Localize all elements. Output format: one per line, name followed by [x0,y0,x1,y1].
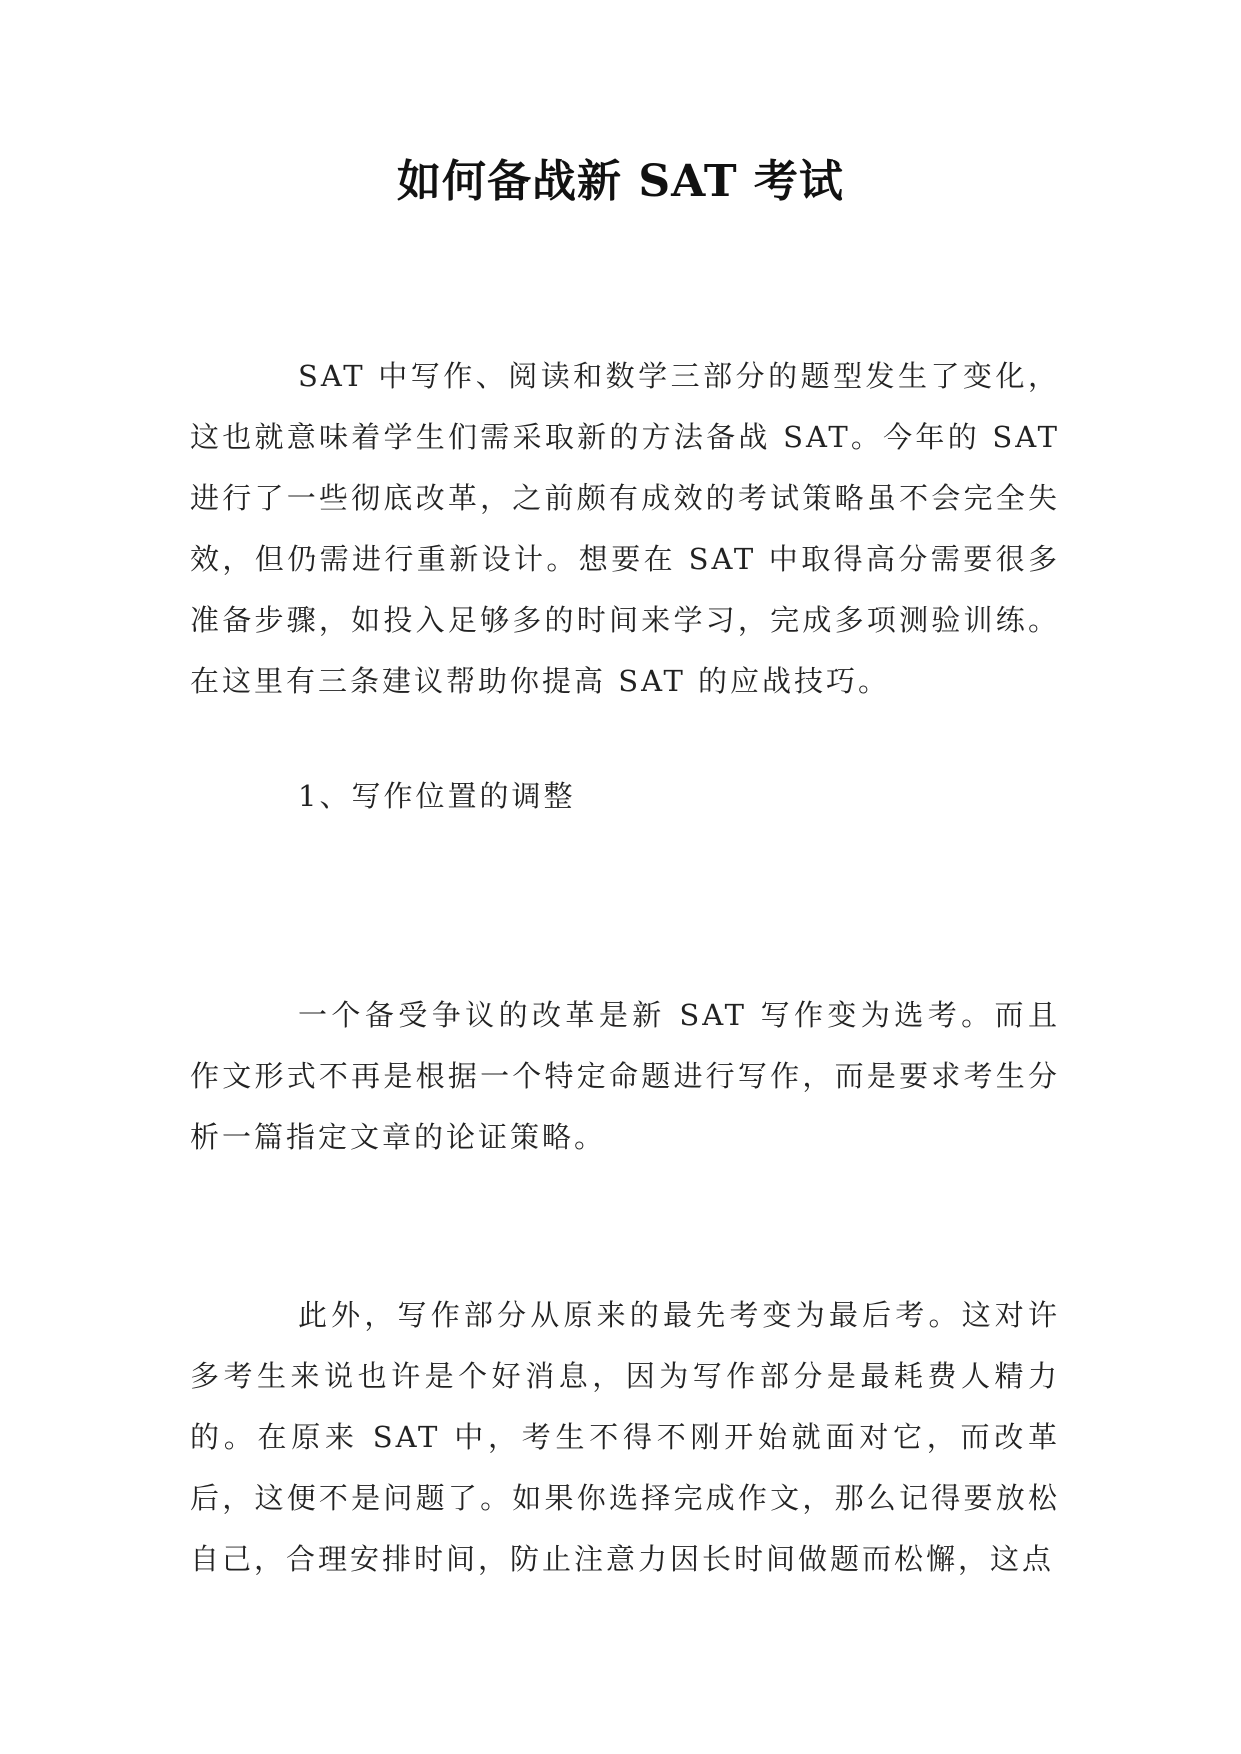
intro-paragraph: SAT 中写作、阅读和数学三部分的题型发生了变化，这也就意味着学生们需采取新的方法备战 SAT。今年的 SAT 进行了一些彻底改革，之前颇有成效的考试策略虽不会完全失效，但仍需进行重新设计。想要在 SAT 中取得高分需要很多准备步骤，如投入足够多的时间来学习，完成多项测验训练。在这里有三条建议帮助你提高 SAT 的应战技巧。 [190,359,1060,698]
document-title: 如何备战新 SAT 考试 [397,156,844,207]
body-paragraph: 此外，写作部分从原来的最先考变为最后考。这对许多考生来说也许是个好消息，因为写作部分是最耗费人精力的。在原来 SAT 中，考生不得不刚开始就面对它，而改革后，这便不是问题了。如果你选择完成作文，那么记得要放松自己，合理安排时间，防止注意力因长时间做题而松懈，这点 [190,1298,1060,1576]
body-paragraph: 一个备受争议的改革是新 SAT 写作变为选考。而且作文形式不再是根据一个特定命题进行写作，而是要求考生分析一篇指定文章的论证策略。 [190,998,1060,1154]
section-heading: 1、写作位置的调整 [298,779,576,813]
